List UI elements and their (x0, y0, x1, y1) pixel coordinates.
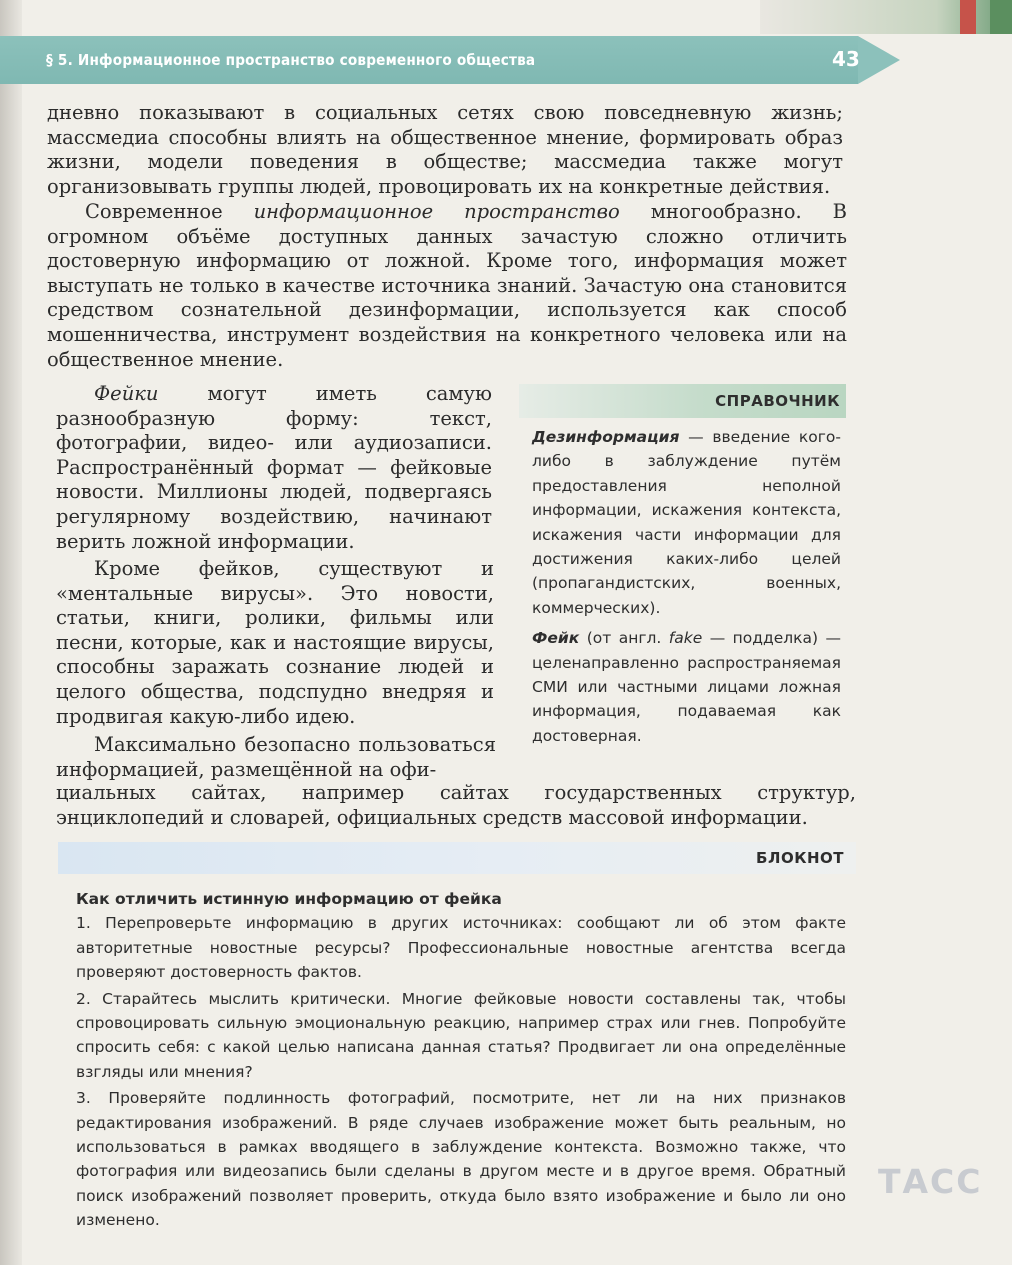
page-number: 43 (832, 47, 860, 71)
definition-term: Фейк (532, 629, 580, 648)
definition-fake (532, 626, 841, 748)
notebook-body (76, 887, 846, 1235)
paragraph-text: Максимально безопасно пользоваться информацией, размещённой на офи- (56, 733, 496, 781)
definition-disinformation (532, 425, 841, 620)
definition-english-word: fake (668, 629, 703, 648)
emphasis-term: информационное пространство (253, 200, 620, 223)
notebook-heading: Как отличить истинную информацию от фейка (76, 890, 502, 908)
paragraph-text: Кроме фейков, существуют и «ментальные вирусы». Это новости, статьи, книги, ролики, фильмы или песни, которые, как и настоящие вирусы, способны заражать сознание людей и целого общества, подспудно внедряя и продвигая какую-либо идею. (56, 557, 494, 728)
notebook-item: 1. Перепроверьте информацию в других источниках: сообщают ли об этом факте авторитетные новостные ресурсы? Профессиональные новостные агентства всегда проверяют достоверность фактов. (76, 914, 846, 982)
notebook-title: БЛОКНОТ (756, 849, 844, 867)
reference-body (532, 425, 841, 754)
definition-term: Дезинформация (532, 428, 680, 446)
paragraph-massmedia (47, 101, 843, 199)
paragraph-rest: могут иметь самую разнообразную форму: текст, фотографии, видео- или аудиозаписи. Распространённый формат — фейковые новости. Миллионы людей, подвергаясь регулярному воздействию, начинают верить ложной информации. (56, 382, 492, 553)
paragraph-text (56, 382, 492, 554)
paragraph-text: дневно показывают в социальных сетях свою повседневную жизнь; массмедиа способны влиять на общественное мнение, формировать образ жизни, модели поведения в обществе; массмедиа также могут организовывать группы людей, провоцировать их на конкретные действия. (47, 101, 843, 198)
running-header-arrow (858, 36, 900, 84)
bookmark-strip-green (990, 0, 1012, 34)
paragraph-fakes (56, 382, 492, 554)
bookmark-strip-red (960, 0, 976, 34)
running-header-title: § 5. Информационное пространство современного общества (46, 51, 536, 69)
page-binding-shadow (0, 0, 22, 1265)
tass-watermark-logo: ТАСС (878, 1162, 983, 1201)
notebook-item: 2. Старайтесь мыслить критически. Многие фейковые новости составлены так, чтобы спровоцировать сильную эмоциональную реакцию, например страх или гнев. Попробуйте спросить себя: с какой целью написана данная статья? Продвигает ли она определённые взгляды или мнения? (76, 989, 846, 1081)
paragraph-official-sites (56, 781, 856, 830)
paragraph-safe-use (56, 733, 496, 782)
reference-title: СПРАВОЧНИК (715, 392, 840, 410)
definition-text: — подделка) — целенаправленно распространяемая СМИ или частными лицами ложная информация, подаваемая как достоверная. (532, 629, 841, 745)
reference-header (519, 384, 846, 418)
definition-text: (от англ. (579, 629, 669, 648)
definition-text: — введение кого-либо в заблуждение путём предоставления неполной информации, искажения контекста, искажения части информации для достижения каких-либо целей (пропагандистских, военных, коммерческих). (532, 428, 841, 617)
emphasis-term: Фейки (94, 382, 159, 405)
paragraph-text: циальных сайтах, например сайтах государственных структур, энциклопедий и словарей, официальных средств массовой информации. (56, 781, 856, 829)
paragraph-rest: многообразно. В огромном объёме доступных данных зачастую сложно отличить достоверную информацию от ложной. Кроме того, информация может выступать не только в качестве источника знаний. Зачастую она становится средством сознательной дезинформации, используется как способ мошенничества, инструмент воздействия на конкретного человека или на общественное мнение. (47, 200, 847, 371)
notebook-header (58, 842, 856, 874)
paragraph-info-space (47, 200, 847, 372)
paragraph-mental-viruses (56, 557, 494, 729)
notebook-item: 3. Проверяйте подлинность фотографий, посмотрите, нет ли на них признаков редактирования изображений. В ряде случаев изображение может быть реальным, но использоваться в рамках вводящего в заблуждение контекста. Возможно также, что фотография или видеозапись были сделаны в другом месте и в другое время. Обратный поиск изображений позволяет проверить, откуда было взято изображение и было ли оно изменено. (76, 1089, 846, 1230)
paragraph-lead: Современное (85, 200, 254, 223)
reference-sidebar (519, 384, 846, 744)
paragraph-text (47, 200, 847, 372)
